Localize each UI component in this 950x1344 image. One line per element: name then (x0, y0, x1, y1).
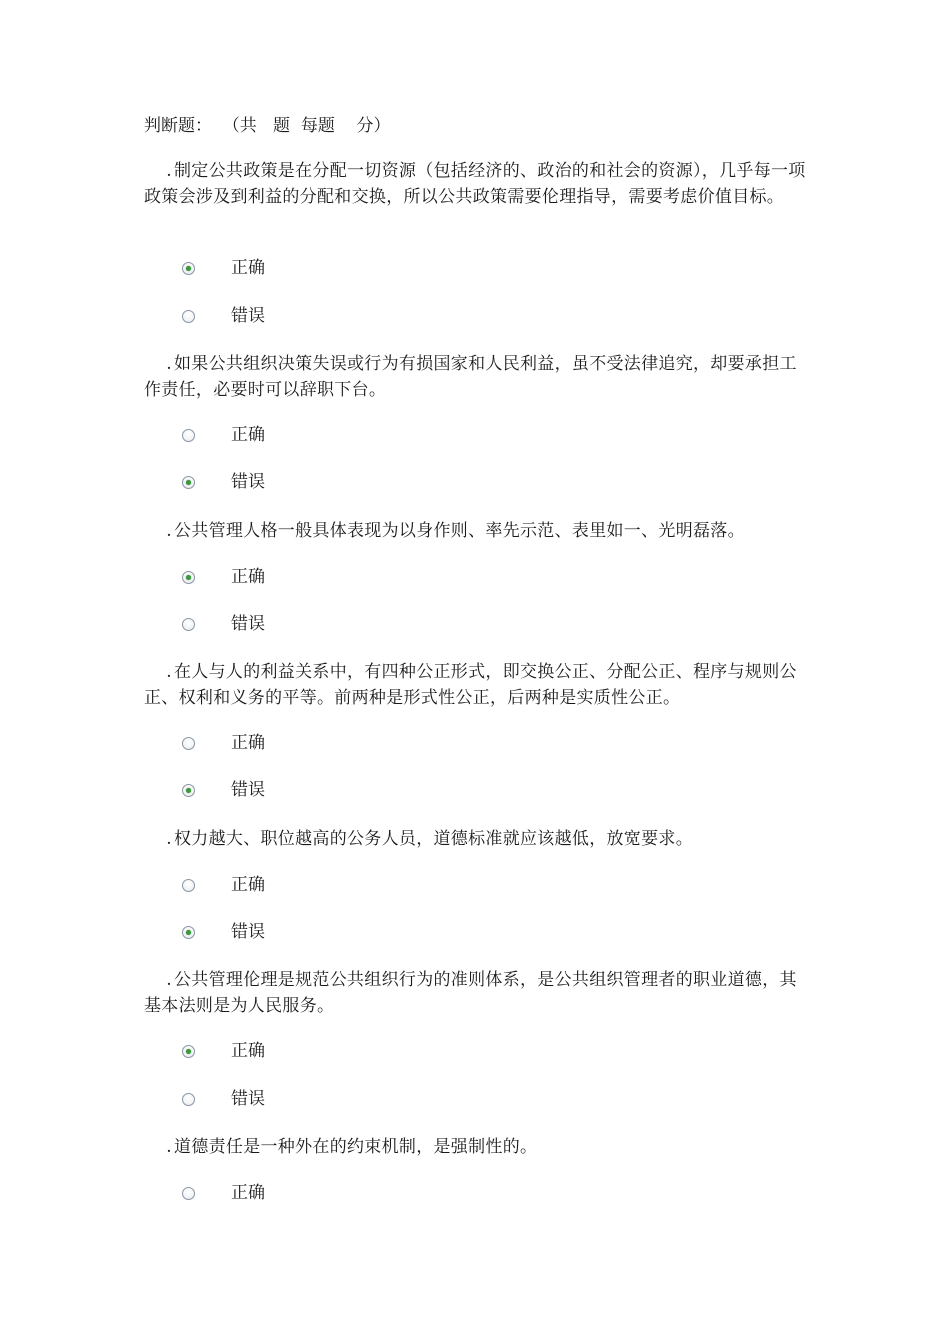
option-false-q2[interactable] (182, 470, 265, 494)
option-label: 正确 (231, 425, 265, 445)
radio-unchecked-icon[interactable] (182, 1093, 195, 1106)
option-false-q6[interactable] (182, 1087, 265, 1111)
option-false-q1[interactable] (182, 304, 265, 328)
radio-unchecked-icon[interactable] (182, 879, 195, 892)
question-number: . (166, 829, 172, 849)
option-label: 错误 (231, 306, 265, 326)
option-label: 错误 (231, 780, 265, 800)
question-2 (144, 351, 812, 403)
option-label: 正确 (231, 258, 265, 278)
question-1 (144, 158, 812, 210)
question-number: . (166, 161, 172, 181)
option-true-q3[interactable] (182, 565, 265, 589)
question-7 (144, 1134, 812, 1160)
option-true-q6[interactable] (182, 1039, 265, 1063)
radio-checked-icon[interactable] (182, 784, 195, 797)
option-label: 正确 (231, 567, 265, 587)
question-text: 公共管理人格一般具体表现为以身作则、率先示范、表里如一、光明磊落。 (174, 521, 745, 541)
option-false-q3[interactable] (182, 612, 265, 636)
question-number: . (166, 354, 172, 374)
question-number: . (166, 970, 172, 990)
question-number: . (166, 1137, 172, 1157)
option-true-q2[interactable] (182, 423, 265, 447)
option-label: 正确 (231, 1183, 265, 1203)
radio-unchecked-icon[interactable] (182, 429, 195, 442)
radio-checked-icon[interactable] (182, 262, 195, 275)
section-header: 判断题： （共 题 每题 分） (144, 116, 391, 136)
option-true-q1[interactable] (182, 256, 265, 280)
option-false-q5[interactable] (182, 920, 265, 944)
option-false-q4[interactable] (182, 778, 265, 802)
question-3 (144, 518, 812, 544)
radio-unchecked-icon[interactable] (182, 618, 195, 631)
question-6 (144, 967, 812, 1019)
question-text: 在人与人的利益关系中，有四种公正形式，即交换公正、分配公正、程序与规则公正、权利和义务的平等。前两种是形式性公正，后两种是实质性公正。 (144, 662, 797, 708)
question-4 (144, 659, 812, 711)
option-label: 正确 (231, 1041, 265, 1061)
option-label: 正确 (231, 875, 265, 895)
question-text: 如果公共组织决策失误或行为有损国家和人民利益，虽不受法律追究，却要承担工作责任，必要时可以辞职下台。 (144, 354, 797, 400)
radio-unchecked-icon[interactable] (182, 1187, 195, 1200)
radio-checked-icon[interactable] (182, 926, 195, 939)
radio-checked-icon[interactable] (182, 476, 195, 489)
option-label: 错误 (231, 614, 265, 634)
question-text: 道德责任是一种外在的约束机制，是强制性的。 (174, 1137, 538, 1157)
question-number: . (166, 662, 172, 682)
option-label: 错误 (231, 922, 265, 942)
option-true-q7[interactable] (182, 1181, 265, 1205)
radio-unchecked-icon[interactable] (182, 737, 195, 750)
question-text: 权力越大、职位越高的公务人员，道德标准就应该越低，放宽要求。 (174, 829, 693, 849)
radio-checked-icon[interactable] (182, 571, 195, 584)
option-label: 错误 (231, 472, 265, 492)
option-true-q4[interactable] (182, 731, 265, 755)
question-text: 公共管理伦理是规范公共组织行为的准则体系，是公共组织管理者的职业道德，其基本法则是为人民服务。 (144, 970, 797, 1016)
option-label: 正确 (231, 733, 265, 753)
question-5 (144, 826, 812, 852)
question-number: . (166, 521, 172, 541)
option-label: 错误 (231, 1089, 265, 1109)
radio-checked-icon[interactable] (182, 1045, 195, 1058)
option-true-q5[interactable] (182, 873, 265, 897)
radio-unchecked-icon[interactable] (182, 310, 195, 323)
question-text: 制定公共政策是在分配一切资源（包括经济的、政治的和社会的资源），几乎每一项政策会涉及到利益的分配和交换，所以公共政策需要伦理指导，需要考虑价值目标。 (144, 161, 806, 207)
